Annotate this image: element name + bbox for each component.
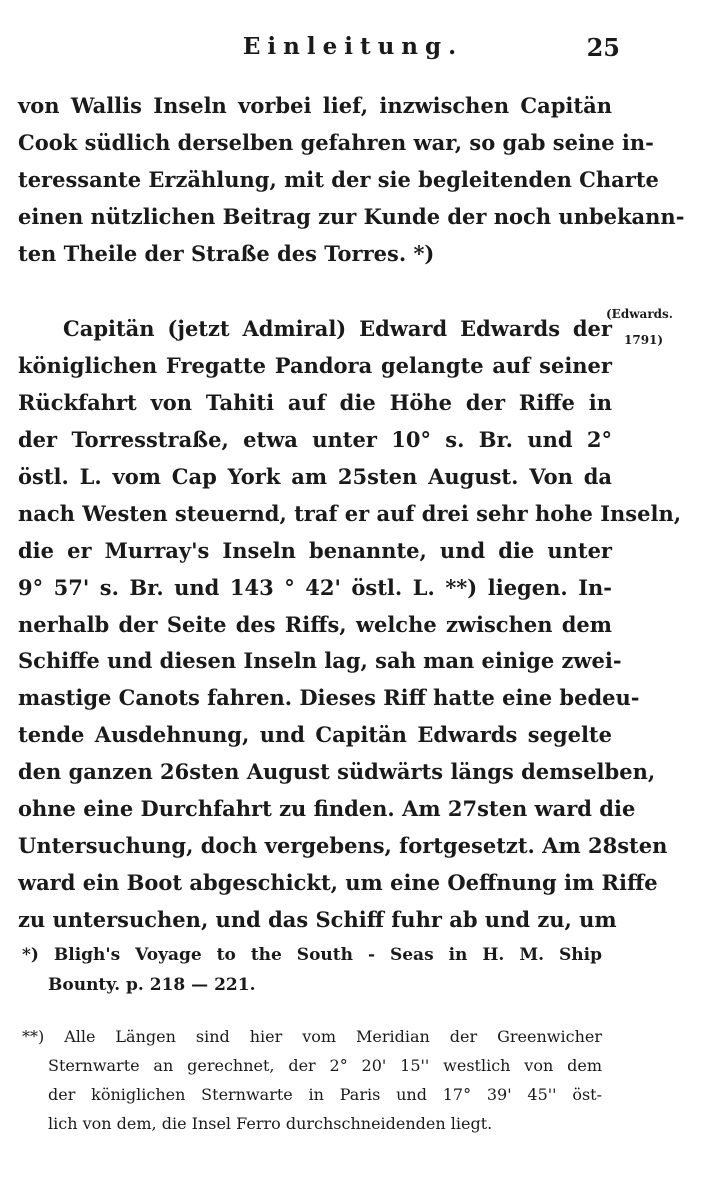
footnote-2	[22, 1022, 602, 1138]
text-line: von Wallis Inseln vorbei lief, inzwischen Capitän	[18, 93, 612, 118]
text-line: Capitän (jetzt Admiral) Edward Edwards der	[63, 316, 612, 342]
text-line: königlichen Fregatte Pandora gelangte auf seiner	[18, 353, 612, 379]
text-line: ten Theile der Straße des Torres. *)	[18, 240, 435, 266]
footnote-1	[22, 940, 602, 1000]
footnote-gap	[22, 1000, 602, 1022]
text-line: ohne eine Durchfahrt zu finden. Am 27sten ward die	[18, 796, 636, 822]
text-line: der Torresstraße, etwa unter 10° s. Br. und 2°	[18, 427, 612, 453]
margin-note-name: (Edwards.	[606, 307, 673, 321]
text-line: einen nützlichen Beitrag zur Kunde der noch unbekann-	[18, 203, 685, 229]
footnote-line: lich von dem, die Insel Ferro durchschneidenden liegt.	[48, 1114, 493, 1133]
footnote-line: *) Bligh's Voyage to the South - Seas in H. M. Ship	[22, 945, 602, 965]
footnote-line: **) Alle Längen sind hier vom Meridian der Greenwicher	[22, 1027, 602, 1046]
text-line: ward ein Boot abgeschickt, um eine Oeffnung im Riffe	[18, 869, 658, 895]
text-line: tende Ausdehnung, und Capitän Edwards segelte	[18, 722, 612, 748]
text-line: Schiffe und diesen Inseln lag, sah man einige zwei-	[18, 648, 622, 674]
margin-note	[606, 301, 702, 353]
text-line: den ganzen 26sten August südwärts längs demselben,	[18, 759, 656, 785]
text-line: teressante Erzählung, mit der sie begleitenden Charte	[18, 166, 659, 192]
footnotes	[22, 940, 602, 1138]
text-line: zu untersuchen, und das Schiff fuhr ab und zu, um	[18, 906, 617, 932]
text-line: nerhalb der Seite des Riffs, welche zwischen dem	[18, 611, 612, 637]
text-line: Untersuchung, doch vergebens, fortgesetzt. Am 28sten	[18, 832, 668, 858]
text-line: Cook südlich derselben gefahren war, so gab seine in-	[18, 129, 654, 155]
footnote-line: der königlichen Sternwarte in Paris und 17° 39' 45'' öst-	[48, 1085, 602, 1104]
text-line: Rückfahrt von Tahiti auf die Höhe der Riffe in	[18, 390, 612, 416]
margin-note-year: 1791)	[624, 333, 664, 347]
text-line: mastige Canots fahren. Dieses Riff hatte eine bedeu-	[18, 685, 640, 711]
paragraph-gap	[18, 272, 612, 311]
text-line: 9° 57' s. Br. und 143 ° 42' östl. L. **) liegen. In-	[18, 574, 612, 600]
running-header: Einleitung.	[242, 33, 464, 60]
text-line: die er Murray's Inseln benannte, und die unter	[18, 537, 612, 563]
page-number: 25	[586, 33, 620, 62]
text-line: östl. L. vom Cap York am 25sten August. Von da	[18, 464, 612, 490]
footnote-line: Bounty. p. 218 — 221.	[48, 975, 256, 995]
text-line: nach Westen steuernd, traf er auf drei sehr hohe Inseln,	[18, 500, 682, 526]
footnote-line: Sternwarte an gerechnet, der 2° 20' 15'' westlich von dem	[48, 1056, 602, 1075]
